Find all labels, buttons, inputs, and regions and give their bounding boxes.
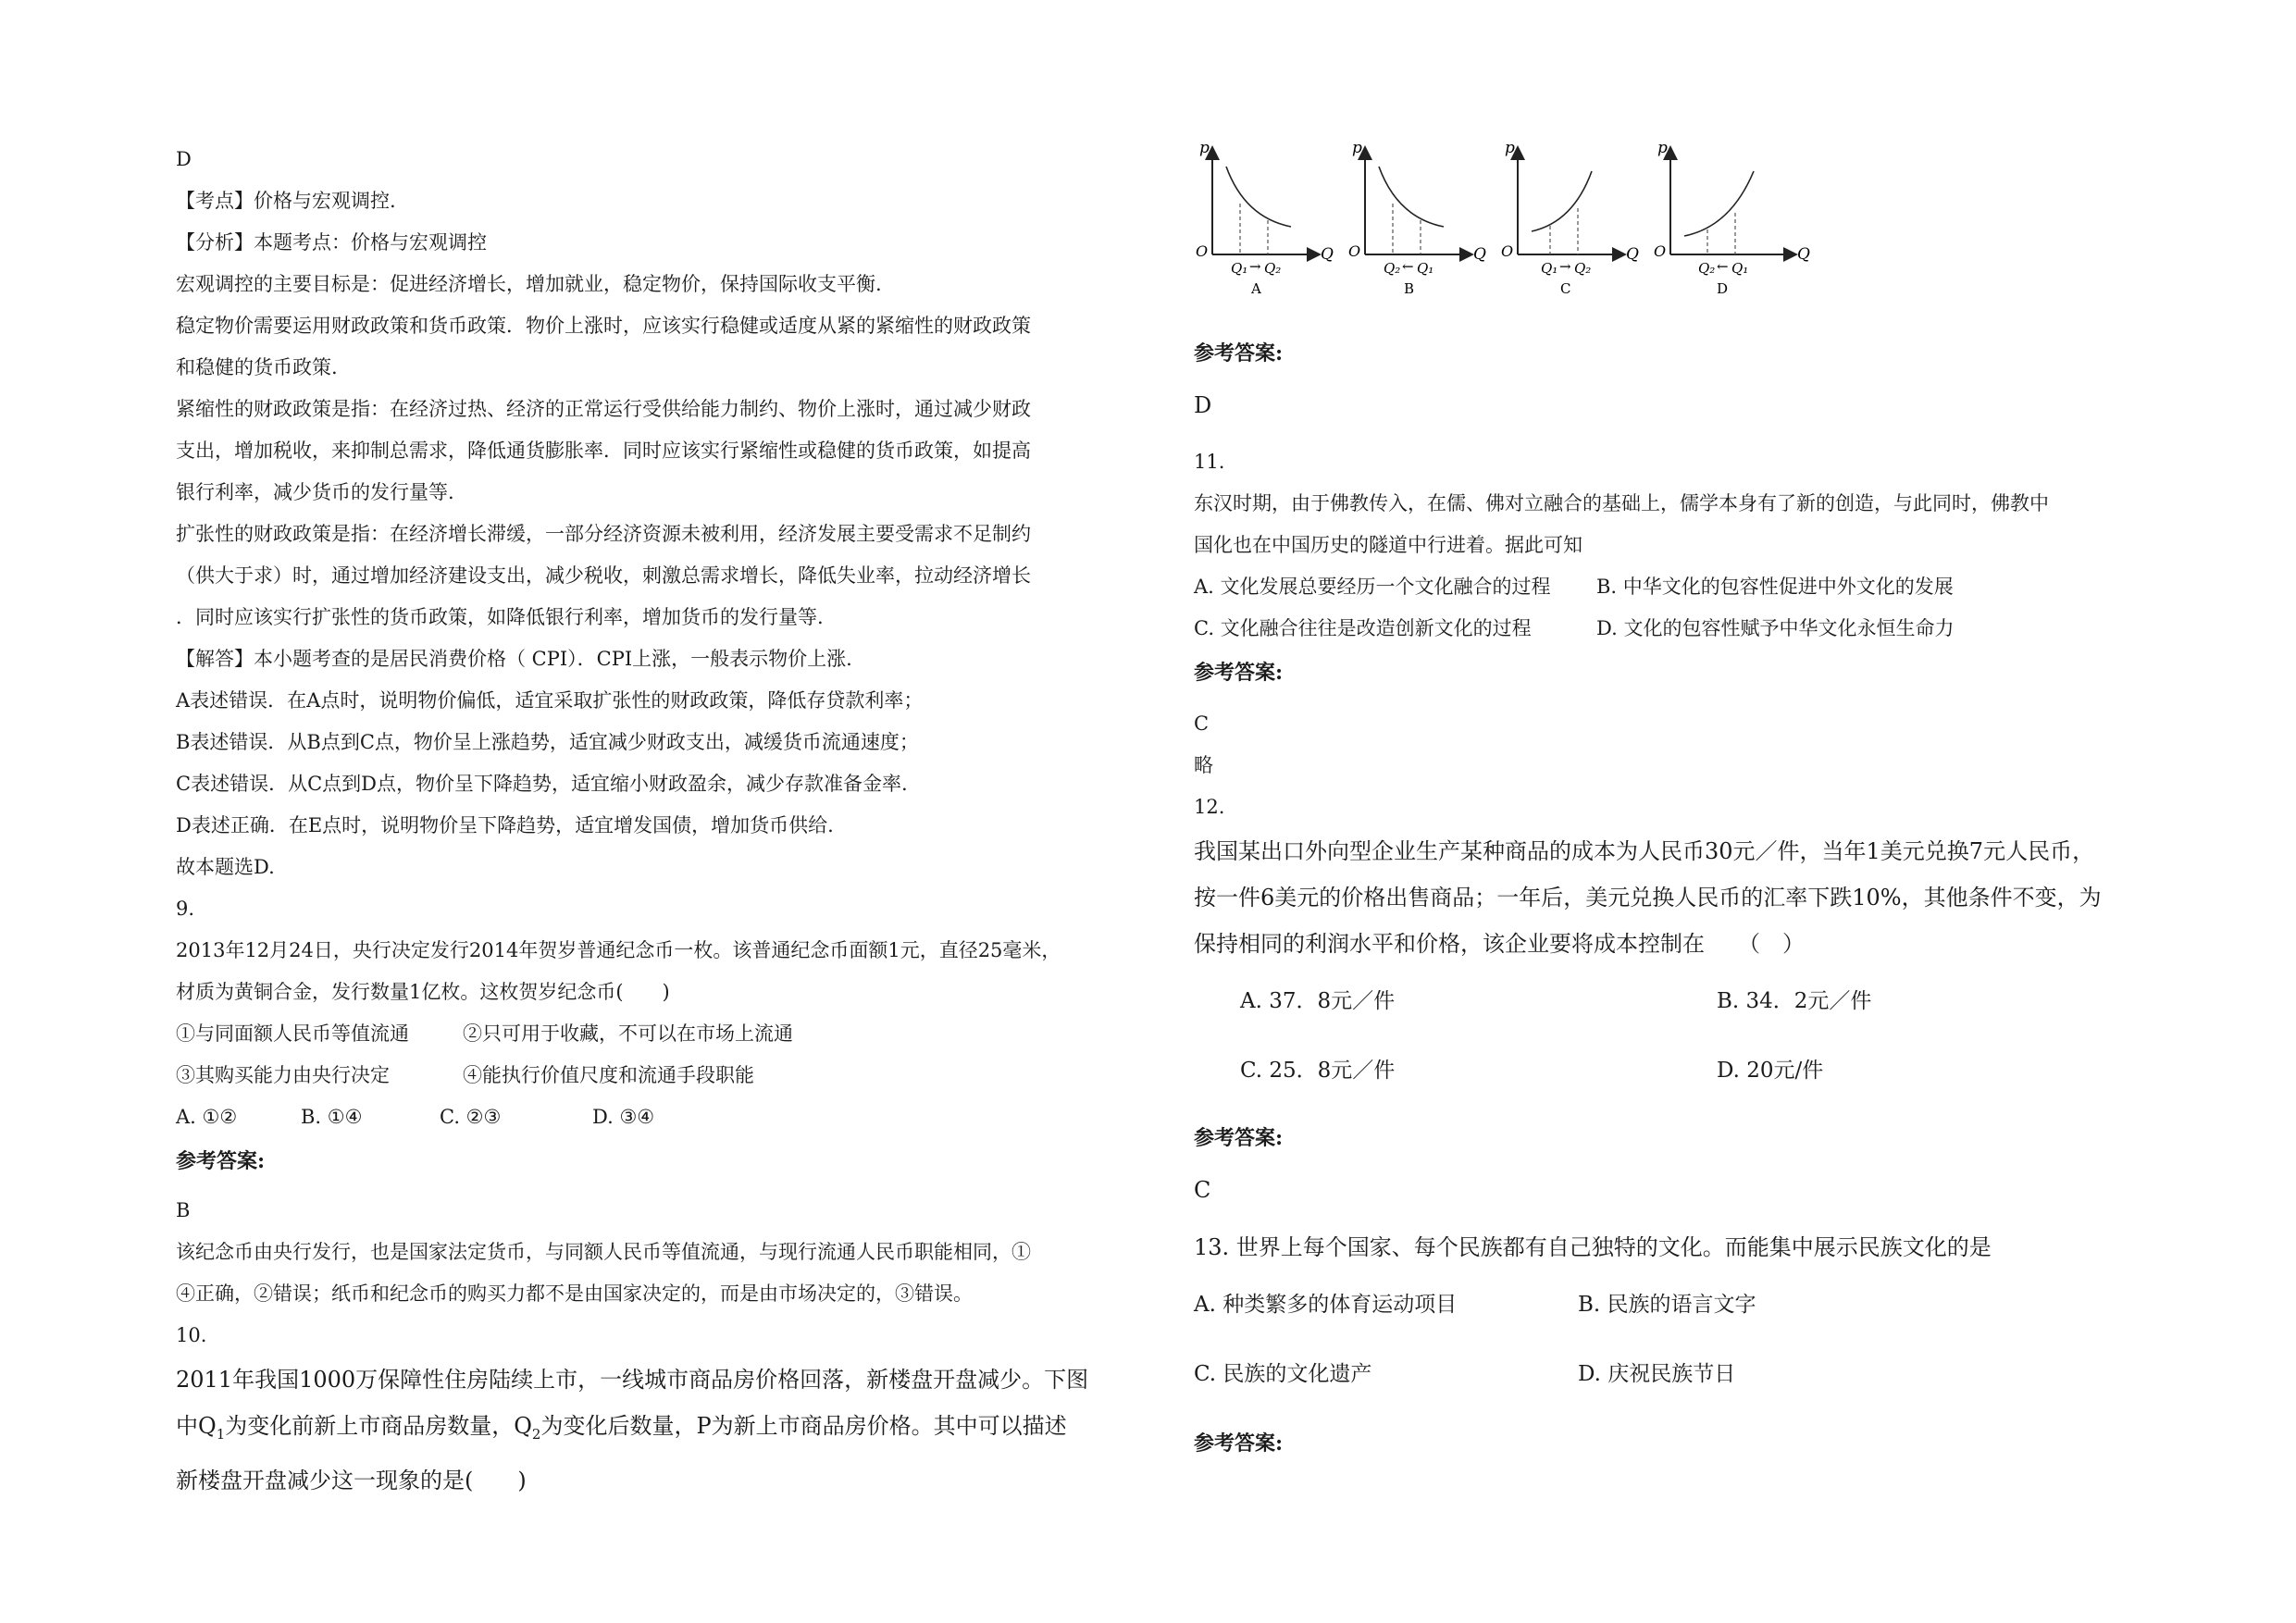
graph-a bbox=[1196, 139, 1334, 297]
q13-answer-heading: 参考答案: bbox=[1194, 1431, 1284, 1456]
graph-b-p-label: p bbox=[1352, 139, 1362, 157]
solution-line: D表述正确．在E点时，说明物价呈下降趋势，适宜增发国债，增加货币供给. bbox=[176, 814, 834, 836]
analysis-line: ．同时应该实行扩张性的货币政策，如降低银行利率，增加货币的发行量等. bbox=[176, 606, 824, 628]
q12-answer: C bbox=[1194, 1177, 1211, 1203]
analysis-line: 扩张性的财政政策是指：在经济增长滞缓，一部分经济资源未被利用，经济发展主要受需求不足制约 bbox=[176, 523, 1031, 545]
solution-line: A表述错误．在A点时，说明物价偏低，适宜采取扩张性的财政政策，降低存贷款利率； bbox=[176, 689, 924, 712]
q10-graphs-svg bbox=[1194, 134, 1842, 319]
graph-c-origin: O bbox=[1501, 242, 1514, 260]
graph-c-q-left: Q₁ bbox=[1541, 260, 1558, 277]
q9-option-4: ④能执行价值尺度和流通手段职能 bbox=[463, 1064, 754, 1086]
q9-choice-c: C. ②③ bbox=[440, 1106, 502, 1128]
solution-heading: 【解答】本小题考查的是居民消费价格（ CPI）．CPI上涨，一般表示物价上涨. bbox=[176, 648, 852, 670]
graph-d-origin: O bbox=[1654, 242, 1667, 260]
graph-d bbox=[1654, 139, 1810, 297]
q13-stem: 13. 世界上每个国家、每个民族都有自己独特的文化。而能集中展示民族文化的是 bbox=[1194, 1234, 1992, 1260]
q11-option-d: D. 文化的包容性赋予中华文化永恒生命力 bbox=[1596, 617, 1955, 639]
prev-answer: D bbox=[176, 148, 192, 170]
q13-option-a: A. 种类繁多的体育运动项目 bbox=[1194, 1293, 1458, 1317]
q9-choice-b: B. ①④ bbox=[301, 1106, 363, 1128]
q12-answer-heading: 参考答案: bbox=[1194, 1126, 1284, 1150]
q13-options-row bbox=[1194, 1340, 2156, 1409]
analysis-line: 银行利率，减少货币的发行量等. bbox=[176, 481, 454, 503]
q13-option-d: D. 庆祝民族节日 bbox=[1578, 1362, 1736, 1386]
q12-number: 12. bbox=[1194, 796, 1225, 818]
graph-b-q-label: Q bbox=[1473, 245, 1486, 264]
graph-a-q-left: Q₁ bbox=[1231, 260, 1248, 277]
graph-d-arrow: ← bbox=[1717, 258, 1729, 275]
graph-b-origin: O bbox=[1348, 242, 1361, 260]
q9-choice-d: D. ③④ bbox=[592, 1106, 655, 1128]
q11-answer-heading: 参考答案: bbox=[1194, 661, 1284, 685]
q9-options-row bbox=[176, 1055, 1138, 1096]
solution-conclusion: 故本题选D. bbox=[176, 856, 275, 878]
solution-line: B表述错误．从B点到C点，物价呈上涨趋势，适宜减少财政支出，减缓货币流通速度； bbox=[176, 731, 919, 753]
q12-option-a: A. 37．8元／件 bbox=[1240, 989, 1396, 1013]
q11-note: 略 bbox=[1194, 754, 1213, 776]
q13-options-row bbox=[1194, 1270, 2156, 1340]
graph-b-q-left: Q₂ bbox=[1384, 260, 1401, 277]
graph-a-q-right: Q₂ bbox=[1264, 260, 1282, 277]
graph-c-p-label: p bbox=[1505, 139, 1515, 157]
q10-stem: 中$Q_1$为变化前新上市商品房数量，$Q_2$为变化后数量，P为新上市商品房价格。其中可以描述 bbox=[176, 1413, 1067, 1443]
q13-option-c: C. 民族的文化遗产 bbox=[1194, 1362, 1372, 1386]
graph-c-arrow: → bbox=[1559, 258, 1571, 275]
q10-graphs bbox=[1194, 134, 1842, 319]
q9-explanation: 该纪念币由央行发行，也是国家法定货币，与同额人民币等值流通，与现行流通人民币职能相同，① bbox=[176, 1241, 1031, 1263]
q9-stem: 材质为黄铜合金，发行数量1亿枚。这枚贺岁纪念币( ) bbox=[176, 981, 670, 1003]
q9-choices-row bbox=[176, 1096, 1138, 1138]
q9-explanation: ④正确，②错误；纸币和纪念币的购买力都不是由国家决定的，而是由市场决定的，③错误。 bbox=[176, 1282, 973, 1305]
graph-c-label: C bbox=[1560, 280, 1571, 297]
q9-options-row bbox=[176, 1013, 1138, 1055]
graph-b bbox=[1348, 139, 1486, 297]
q9-option-2: ②只可用于收藏，不可以在市场上流通 bbox=[463, 1022, 793, 1045]
graph-a-origin: O bbox=[1196, 242, 1209, 260]
left-column bbox=[176, 139, 1138, 1504]
q11-option-c: C. 文化融合往往是改造创新文化的过程 bbox=[1194, 617, 1532, 639]
q11-number: 11. bbox=[1194, 451, 1225, 473]
analysis-heading: 【分析】本题考点：价格与宏观调控 bbox=[176, 231, 487, 254]
analysis-line: 和稳健的货币政策. bbox=[176, 356, 338, 378]
q12-option-c: C. 25．8元／件 bbox=[1240, 1059, 1396, 1083]
graph-d-q-right: Q₁ bbox=[1731, 260, 1749, 277]
graph-b-label: B bbox=[1404, 280, 1415, 297]
graph-d-q-left: Q₂ bbox=[1698, 260, 1716, 277]
right-column bbox=[1194, 134, 2156, 1467]
q11-options-row bbox=[1194, 566, 2156, 608]
q10-number: 10. bbox=[176, 1324, 207, 1346]
q9-number: 9. bbox=[176, 898, 195, 920]
q10-answer: D bbox=[1194, 392, 1212, 418]
graph-a-label: A bbox=[1251, 280, 1261, 297]
graph-d-q-label: Q bbox=[1797, 245, 1810, 264]
q12-stem: 按一件6美元的价格出售商品；一年后，美元兑换人民币的汇率下跌10%，其他条件不变，为 bbox=[1194, 885, 2102, 911]
q11-option-b: B. 中华文化的包容性促进中外文化的发展 bbox=[1596, 576, 1954, 598]
q11-option-a: A. 文化发展总要经历一个文化融合的过程 bbox=[1194, 576, 1551, 598]
graph-a-p-label: p bbox=[1199, 139, 1210, 157]
q10-stem: 新楼盘开盘减少这一现象的是( ) bbox=[176, 1467, 527, 1493]
q13-option-b: B. 民族的语言文字 bbox=[1578, 1293, 1756, 1317]
graph-c bbox=[1501, 139, 1639, 297]
analysis-line: 稳定物价需要运用财政政策和货币政策．物价上涨时，应该实行稳健或适度从紧的紧缩性的财政政策 bbox=[176, 315, 1031, 337]
graph-b-q-right: Q₁ bbox=[1417, 260, 1434, 277]
q12-option-d: D. 20元/件 bbox=[1717, 1059, 1824, 1083]
q12-option-b: B. 34．2元／件 bbox=[1717, 989, 1872, 1013]
q9-stem: 2013年12月24日，央行决定发行2014年贺岁普通纪念币一枚。该普通纪念币面额1元，直径25毫米， bbox=[176, 939, 1061, 961]
analysis-line: 支出，增加税收，来抑制总需求，降低通货膨胀率．同时应该实行紧缩性或稳健的货币政策，如提高 bbox=[176, 440, 1031, 462]
q9-option-1: ①与同面额人民币等值流通 bbox=[176, 1022, 409, 1045]
exam-point: 【考点】价格与宏观调控. bbox=[176, 190, 396, 212]
q11-answer: C bbox=[1194, 712, 1210, 735]
q10-answer-heading: 参考答案: bbox=[1194, 341, 1284, 365]
analysis-line: （供大于求）时，通过增加经济建设支出，减少税收，刺激总需求增长，降低失业率，拉动经济增长 bbox=[176, 564, 1031, 587]
analysis-line: 宏观调控的主要目标是：促进经济增长，增加就业，稳定物价，保持国际收支平衡. bbox=[176, 273, 882, 295]
graph-d-p-label: p bbox=[1657, 139, 1668, 157]
q9-option-3: ③其购买能力由央行决定 bbox=[176, 1064, 390, 1086]
graph-c-q-right: Q₂ bbox=[1574, 260, 1592, 277]
q10-stem: 2011年我国1000万保障性住房陆续上市，一线城市商品房价格回落，新楼盘开盘减少。下图 bbox=[176, 1367, 1089, 1393]
q9-answer: B bbox=[176, 1199, 191, 1221]
graph-b-arrow: ← bbox=[1402, 258, 1414, 275]
graph-a-arrow: → bbox=[1249, 258, 1261, 275]
q11-options-row bbox=[1194, 608, 2156, 650]
solution-line: C表述错误．从C点到D点，物价呈下降趋势，适宜缩小财政盈余，减少存款准备金率. bbox=[176, 773, 908, 795]
q9-choice-a: A. ①② bbox=[176, 1106, 238, 1128]
q11-stem: 东汉时期，由于佛教传入，在儒、佛对立融合的基础上，儒学本身有了新的创造，与此同时，佛教中 bbox=[1194, 492, 2049, 514]
q12-options-row bbox=[1194, 967, 2156, 1036]
graph-c-q-label: Q bbox=[1626, 245, 1639, 264]
analysis-line: 紧缩性的财政政策是指：在经济过热、经济的正常运行受供给能力制约、物价上涨时，通过减少财政 bbox=[176, 398, 1031, 420]
q9-answer-heading: 参考答案: bbox=[176, 1149, 266, 1173]
q12-stem: 保持相同的利润水平和价格，该企业要将成本控制在 （ ） bbox=[1194, 931, 1805, 957]
q11-stem: 国化也在中国历史的隧道中行进着。据此可知 bbox=[1194, 534, 1582, 556]
graph-a-q-label: Q bbox=[1321, 245, 1334, 264]
graph-d-label: D bbox=[1717, 280, 1729, 297]
q12-options-row bbox=[1194, 1036, 2156, 1106]
q12-stem: 我国某出口外向型企业生产某种商品的成本为人民币30元／件，当年1美元兑换7元人民币， bbox=[1194, 838, 2095, 864]
